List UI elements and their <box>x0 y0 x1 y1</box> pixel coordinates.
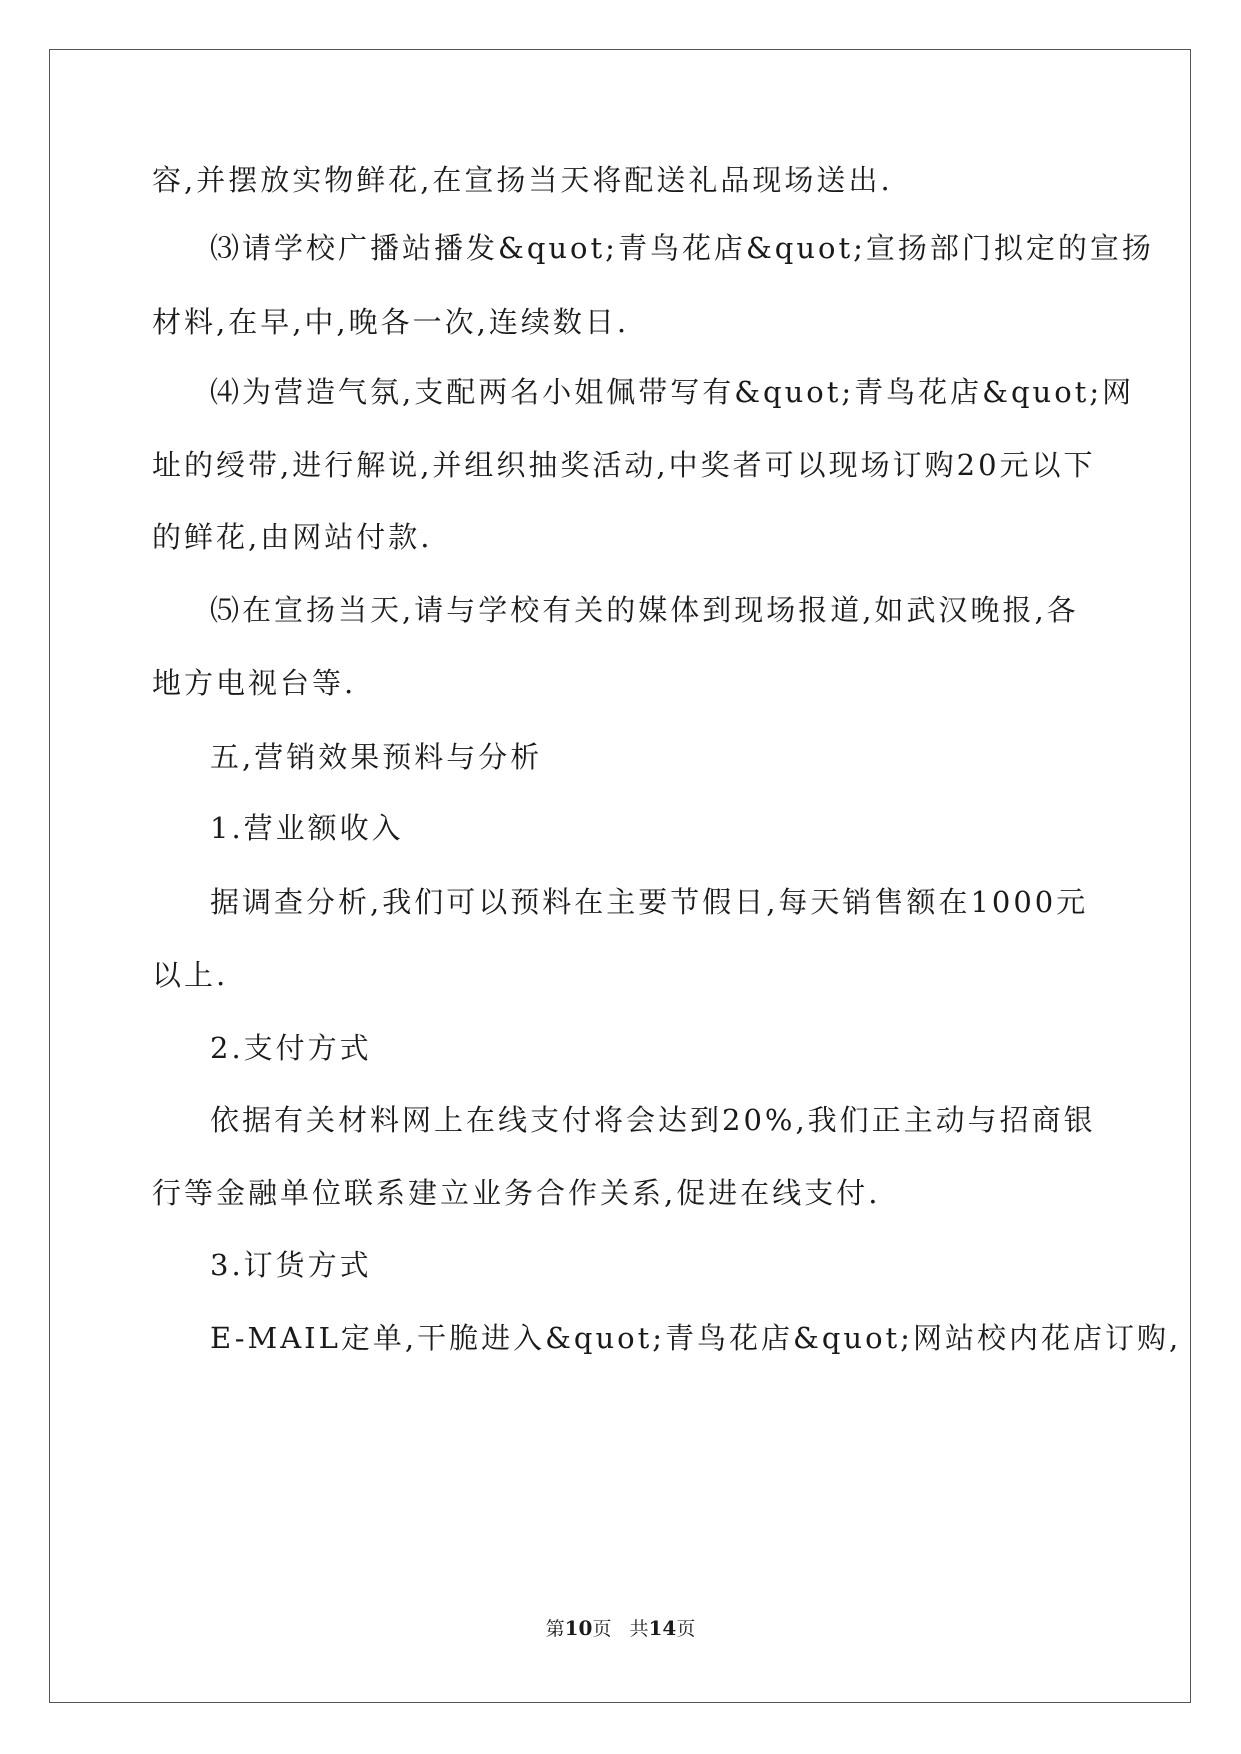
text-line-3: 材料,在早,中,晚各一次,连续数日. <box>152 305 630 339</box>
text-line-6: 的鲜花,由网站付款. <box>152 520 433 554</box>
subheading-ordering: 3.订货方式 <box>210 1248 372 1282</box>
text-line-1: 容,并摆放实物鲜花,在宣扬当天将配送礼品现场送出. <box>152 163 893 197</box>
text-line-5: 址的绶带,进行解说,并组织抽奖活动,中奖者可以现场订购20元以下 <box>152 448 1096 482</box>
text-line-7: ⑸在宣扬当天,请与学校有关的媒体到现场报道,如武汉晚报,各 <box>210 593 1079 627</box>
footer-prefix: 第 <box>545 1618 565 1640</box>
footer-page-suffix: 页 <box>592 1618 612 1640</box>
text-line-2: ⑶请学校广播站播发&quot;青鸟花店&quot;宣扬部门拟定的宣扬 <box>210 231 1154 265</box>
text-line-12: 以上. <box>152 958 229 992</box>
text-line-11: 据调查分析,我们可以预料在主要节假日,每天销售额在1000元 <box>210 885 1089 919</box>
subheading-revenue: 1.营业额收入 <box>210 811 404 845</box>
total-page-count: 14 <box>648 1616 677 1640</box>
page-border <box>49 49 1191 1703</box>
subheading-payment: 2.支付方式 <box>210 1031 372 1065</box>
text-line-17: E-MAIL定单,干脆进入&quot;青鸟花店&quot;网站校内花店订购, <box>210 1321 1182 1355</box>
text-line-4: ⑷为营造气氛,支配两名小姐佩带写有&quot;青鸟花店&quot;网 <box>210 375 1135 409</box>
text-line-15: 行等金融单位联系建立业务合作关系,促进在线支付. <box>152 1176 881 1210</box>
text-line-8: 地方电视台等. <box>152 666 357 700</box>
footer-total-suffix: 页 <box>676 1618 696 1640</box>
current-page-number: 10 <box>564 1616 593 1640</box>
section-heading: 五,营销效果预料与分析 <box>210 740 543 774</box>
text-line-14: 依据有关材料网上在线支付将会达到20%,我们正主动与招商银 <box>210 1103 1096 1137</box>
page-footer <box>0 1614 1241 1641</box>
footer-total-prefix: 共 <box>629 1618 649 1640</box>
